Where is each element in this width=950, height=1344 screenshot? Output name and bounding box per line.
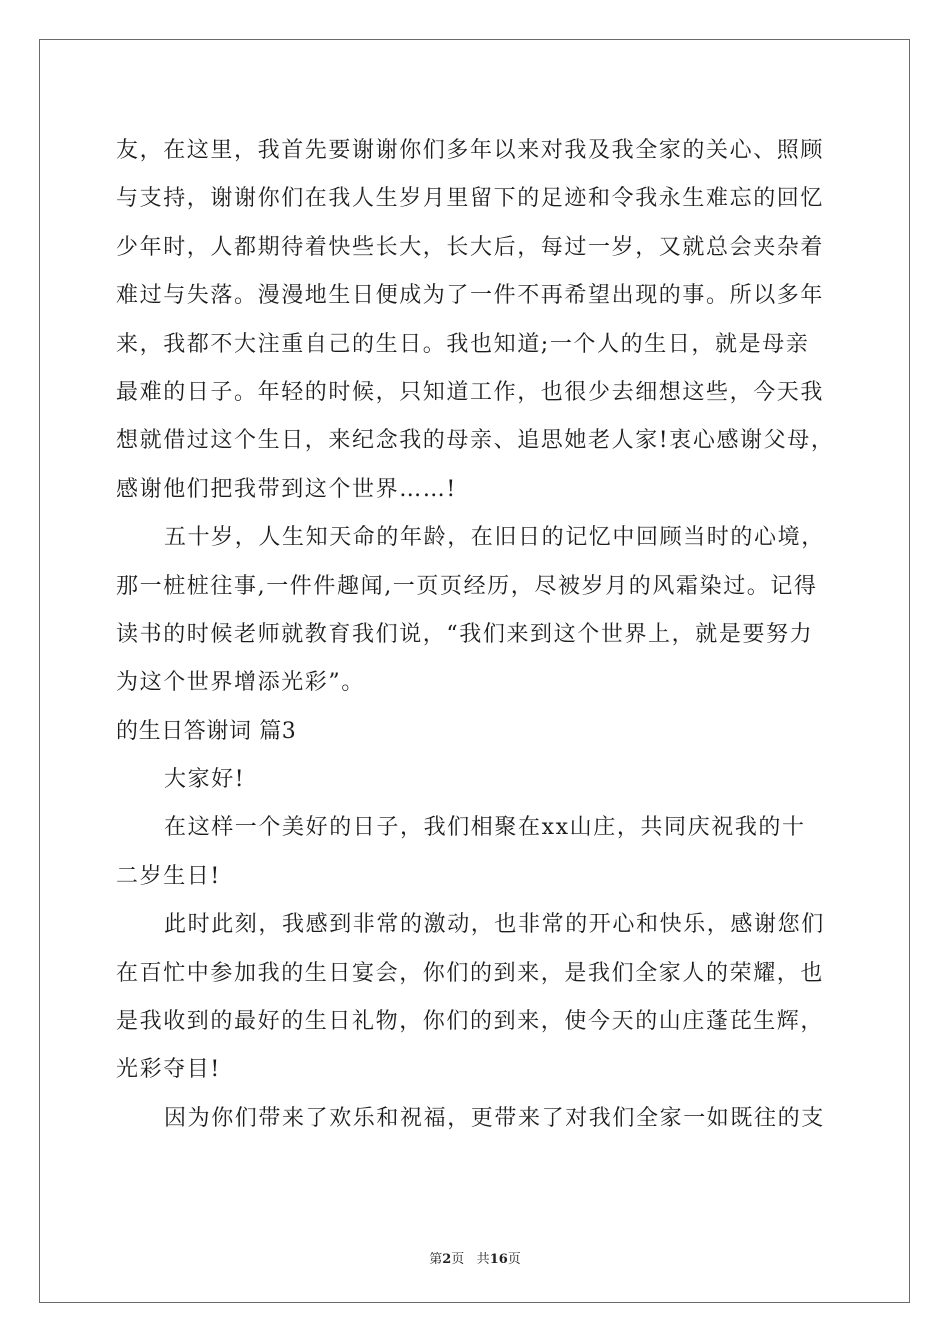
text-line: 光彩夺目! xyxy=(116,1057,221,1083)
paragraph-start-line: 因为你们带来了欢乐和祝福，更带来了对我们全家一如既往的支 xyxy=(164,1105,825,1131)
page-footer xyxy=(0,1248,950,1267)
footer-total-prefix: 共 xyxy=(476,1252,490,1267)
text-line: 想就借过这个生日，来纪念我的母亲、追思她老人家!衷心感谢父母， xyxy=(116,428,835,454)
text-line: 与支持，谢谢你们在我人生岁月里留下的足迹和令我永生难忘的回忆 xyxy=(116,186,825,212)
footer-total-suffix: 页 xyxy=(507,1252,521,1267)
text-line: 二岁生日! xyxy=(116,863,221,889)
total-page-count: 16 xyxy=(489,1252,508,1267)
text-line: 那一桩桩往事,一件件趣闻,一页页经历，尽被岁月的风霜染过。记得 xyxy=(116,573,818,599)
text-line: 最难的日子。年轻的时候，只知道工作，也很少去细想这些，今天我 xyxy=(116,379,825,405)
section-heading: 的生日答谢词 篇3 xyxy=(116,718,297,744)
footer-prefix: 第 xyxy=(429,1252,443,1267)
text-line: 友，在这里，我首先要谢谢你们多年以来对我及我全家的关心、照顾 xyxy=(116,138,825,163)
paragraph-start-line: 此时此刻，我感到非常的激动，也非常的开心和快乐，感谢您们 xyxy=(164,912,825,938)
footer-page-suffix: 页 xyxy=(451,1252,465,1267)
current-page-number: 2 xyxy=(442,1252,452,1267)
text-line: 难过与失落。漫漫地生日便成为了一件不再希望出现的事。所以多年 xyxy=(116,283,825,309)
greeting-line: 大家好! xyxy=(164,767,246,793)
text-line: 读书的时候老师就教育我们说，“我们来到这个世界上，就是要努力 xyxy=(116,621,814,647)
document-body xyxy=(116,127,836,1143)
text-line: 感谢他们把我带到这个世界……! xyxy=(116,476,457,502)
text-line: 少年时，人都期待着快些长大，长大后，每过一岁，又就总会夹杂着 xyxy=(116,234,825,260)
paragraph-start-line: 在这样一个美好的日子，我们相聚在xx山庄，共同庆祝我的十 xyxy=(164,815,806,841)
text-line: 为这个世界增添光彩”。 xyxy=(116,670,365,696)
text-line: 在百忙中参加我的生日宴会，你们的到来，是我们全家人的荣耀，也 xyxy=(116,960,825,986)
paragraph-start-line: 五十岁，人生知天命的年龄，在旧日的记忆中回顾当时的心境， xyxy=(164,525,825,551)
text-line: 是我收到的最好的生日礼物，你们的到来，使今天的山庄蓬芘生辉， xyxy=(116,1009,825,1035)
text-line: 来，我都不大注重自己的生日。我也知道;一个人的生日，就是母亲 xyxy=(116,331,810,357)
